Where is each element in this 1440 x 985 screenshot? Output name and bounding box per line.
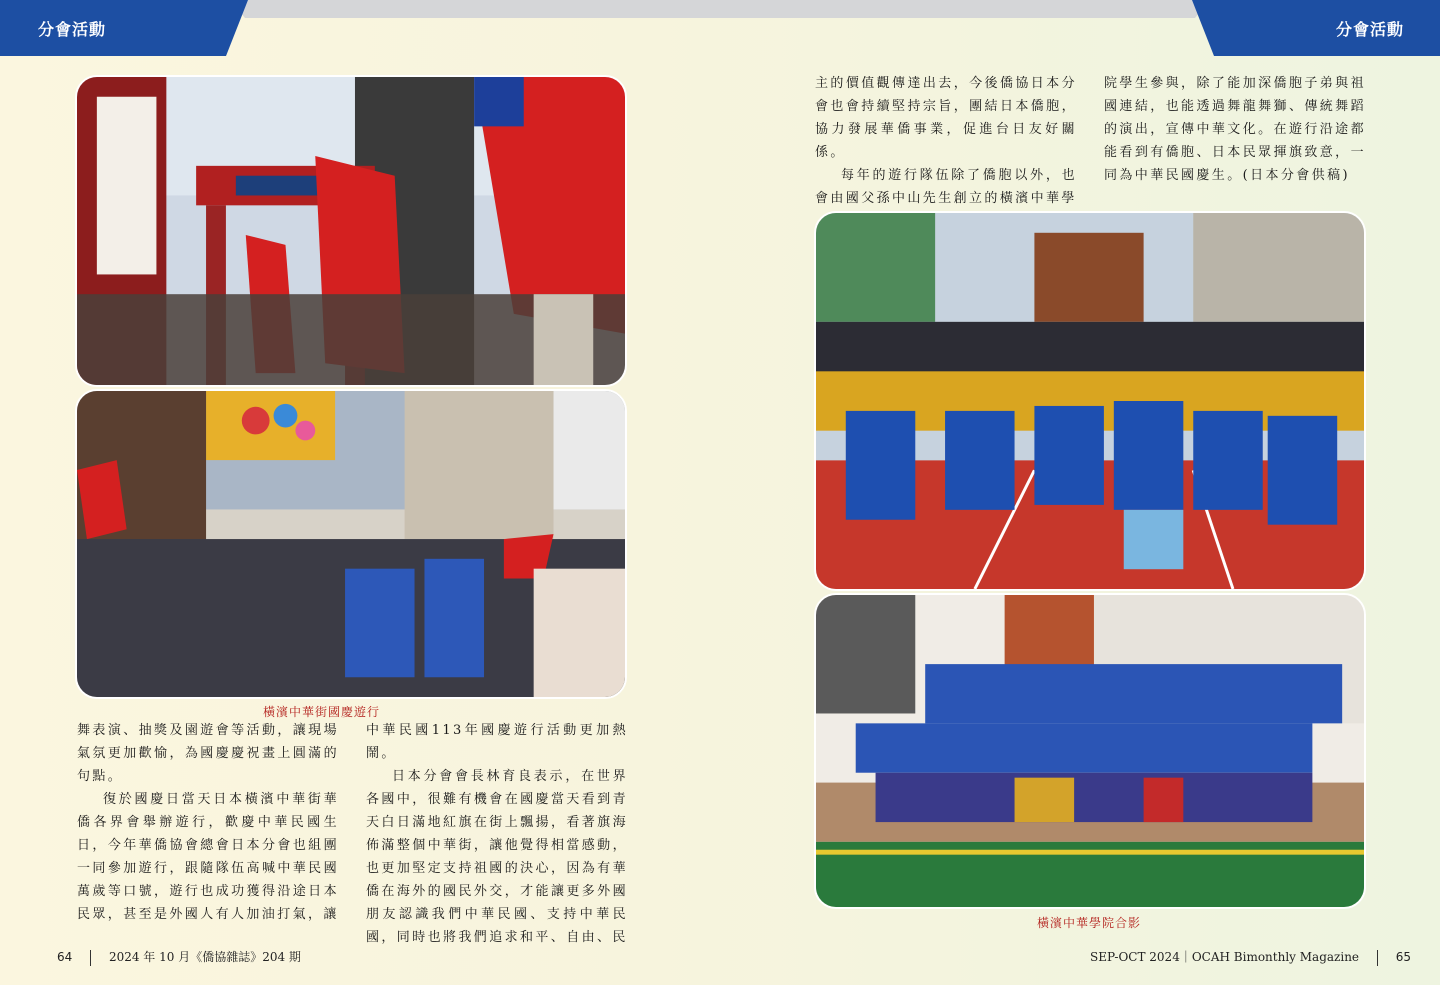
section-label-left: 分會活動	[38, 20, 107, 39]
paragraph: 復於國慶日當天日本橫濱中華街華僑各界會舉辦遊行，歡慶中華民國生日，今年華僑協會總會日本分會也組團一同參加遊行，跟隨隊伍高喊中華民國萬歲等口號，遊行也成功獲得沿途日本民眾，甚至是外國人有人加油打氣，讓	[77, 792, 339, 922]
issue-label-left: 2024 年 10 月《僑協雜誌》204 期	[108, 950, 301, 964]
photo-group-on-track	[814, 211, 1366, 591]
photo-caption-left: 橫濱中華街國慶遊行	[263, 705, 381, 719]
issue-label-right: SEP-OCT 2024｜OCAH Bimonthly Magazine	[1090, 950, 1360, 964]
section-label-right: 分會活動	[1336, 20, 1405, 39]
photo-caption-right: 橫濱中華學院合影	[1037, 916, 1142, 930]
footer-right	[1090, 948, 1411, 966]
paragraph: 院學生參與，除了能加深僑胞子弟與祖國連結，也能透過舞龍舞獅、傳統舞蹈的演出，宣傳中華文化。在遊行沿途都能看到有僑胞、日本民眾揮旗致意，一同為中華民國慶生。(日本分會供稿)	[1104, 76, 1366, 183]
footer-divider	[90, 950, 91, 966]
paragraph: 中華民國113年國慶遊行活動更加熱鬧。	[366, 723, 628, 761]
paragraph: 每年的遊行隊伍除了僑胞以外，也會由國父孫中山先生創立的橫濱中華學	[815, 168, 1077, 206]
footer-divider	[1377, 950, 1378, 966]
top-banner	[0, 0, 1440, 56]
text-column-right-2	[1104, 72, 1366, 187]
photo-school-group	[814, 593, 1366, 909]
photo-street-crowd	[75, 389, 627, 699]
text-column-left-2	[366, 719, 628, 949]
text-column-left-1	[77, 719, 339, 926]
footer-left	[57, 948, 301, 966]
paragraph: 主的價值觀傳達出去，今後僑協日本分會也會持續堅持宗旨，團結日本僑胞，協力發展華僑事業，促進台日友好關係。	[815, 76, 1077, 160]
photo-parade-gate	[75, 75, 627, 387]
paragraph: 日本分會會長林育良表示，在世界各國中，很難有機會在國慶當天看到青天白日滿地紅旗在街上飄揚，看著旗海佈滿整個中華街，讓他覺得相當感動，也更加堅定支持祖國的決心，因為有華僑在海外的國民外交，才能讓更多外國朋友認識我們中華民國、支持中華民國，同時也將我們追求和平、自由、民	[366, 769, 628, 945]
page-number-right: 65	[1395, 950, 1411, 964]
text-column-right-1	[815, 72, 1077, 210]
paragraph: 舞表演、抽獎及園遊會等活動，讓現場氣氛更加歡愉，為國慶慶祝畫上圓滿的句點。	[77, 723, 339, 784]
page-number-left: 64	[57, 950, 73, 964]
